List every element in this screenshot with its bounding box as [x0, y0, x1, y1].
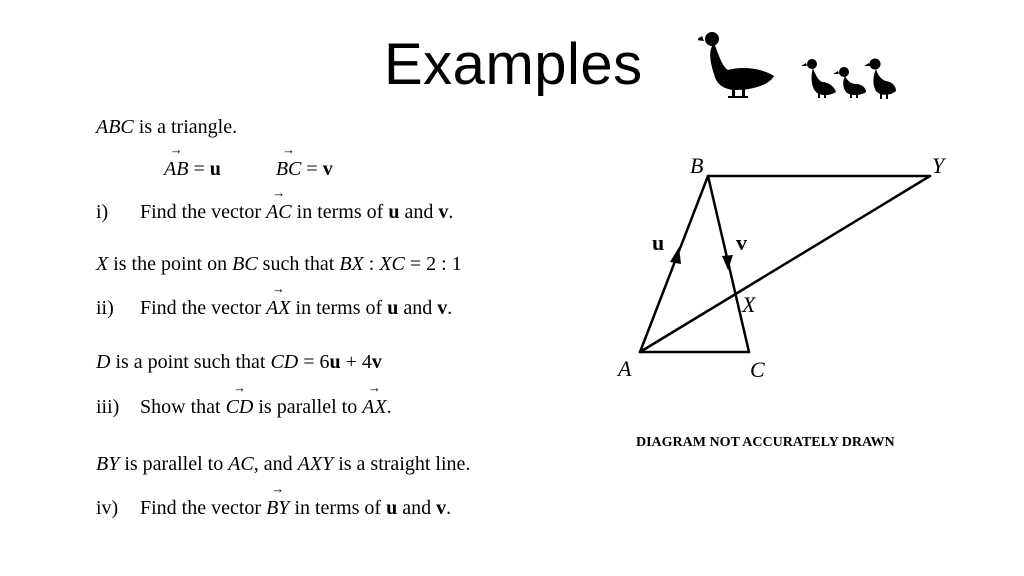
intro-text: is a triangle.: [133, 116, 238, 138]
given-ab: [164, 158, 221, 180]
question-text: in terms of: [289, 497, 387, 519]
duck-family-icon: [698, 28, 898, 100]
info-text: is a point such that: [110, 351, 271, 373]
segment-cd: CD: [270, 351, 299, 373]
question-3: [96, 395, 392, 419]
question-text: .: [447, 297, 453, 319]
vector-v-symbol: v: [437, 297, 448, 319]
info-point-x: [96, 252, 462, 276]
label-c: C: [750, 357, 765, 382]
segment-bc: BC: [232, 253, 258, 275]
question-text: and: [398, 297, 438, 319]
label-v: v: [736, 230, 747, 255]
question-text: Find the vector: [140, 201, 267, 223]
question-1: [96, 200, 453, 224]
mother-duck-icon: [698, 32, 774, 98]
info-text: is parallel to: [119, 453, 229, 475]
vector-ax: → AX: [266, 297, 290, 319]
segment-xc: XC: [379, 253, 405, 275]
question-text: and: [399, 201, 439, 223]
label-x: X: [742, 292, 756, 317]
given-vectors-line: [164, 157, 333, 181]
vector-u-symbol: u: [386, 497, 398, 519]
question-4: [96, 496, 451, 520]
info-point-d: [96, 350, 382, 374]
vector-bc: → BC: [276, 158, 302, 180]
info-text: , and: [253, 453, 298, 475]
question-number: i): [96, 201, 109, 223]
vector-ab: → AB: [164, 158, 188, 180]
vector-v-symbol: v: [371, 351, 382, 373]
vector-v-symbol: v: [436, 497, 447, 519]
question-text: in terms of: [291, 201, 389, 223]
vector-cd: → CD: [226, 396, 254, 418]
question-text: Show that: [140, 396, 226, 418]
line-ay: [640, 176, 930, 352]
question-2: [96, 296, 452, 320]
vector-u-symbol: u: [387, 297, 399, 319]
duckling-2-icon: [833, 67, 866, 98]
info-line-by: [96, 452, 470, 476]
point-d: D: [96, 351, 111, 373]
segment-by: BY: [96, 453, 120, 475]
question-text: in terms of: [290, 297, 388, 319]
info-text: = 6: [298, 351, 330, 373]
intro-line: [96, 115, 237, 139]
label-y: Y: [932, 153, 945, 178]
question-text: .: [446, 497, 452, 519]
question-number: ii): [96, 297, 114, 319]
segment-ac: AC: [228, 453, 254, 475]
vector-u-symbol: u: [329, 351, 341, 373]
side-ab: [640, 176, 708, 352]
slide-title: Examples: [384, 32, 643, 97]
question-number: iv): [96, 497, 119, 519]
question-text: Find the vector: [140, 497, 267, 519]
info-text: is a straight line.: [333, 453, 471, 475]
label-u: u: [652, 230, 665, 255]
question-text: .: [448, 201, 454, 223]
equals-sign: =: [301, 158, 323, 180]
info-text: :: [363, 253, 380, 275]
duckling-1-icon: [801, 59, 836, 98]
vector-ac: → AC: [266, 201, 292, 223]
triangle-name: ABC: [96, 116, 134, 138]
equals-sign: =: [188, 158, 210, 180]
vector-v-symbol: v: [438, 201, 449, 223]
given-bc: [276, 158, 333, 180]
info-text: + 4: [340, 351, 372, 373]
vector-by: → BY: [266, 497, 289, 519]
question-text: is parallel to: [253, 396, 363, 418]
question-text: and: [397, 497, 437, 519]
vector-u-symbol: u: [388, 201, 400, 223]
line-axy: AXY: [297, 453, 334, 475]
info-text: such that: [257, 253, 340, 275]
label-b: B: [690, 153, 704, 178]
arrow-down-icon: [722, 255, 733, 270]
duckling-3-icon: [864, 59, 896, 100]
vector-ax: → AX: [362, 396, 386, 418]
question-number: iii): [96, 396, 120, 418]
point-x: X: [96, 253, 109, 275]
question-text: .: [386, 396, 392, 418]
diagram-note: DIAGRAM NOT ACCURATELY DRAWN: [636, 435, 895, 450]
segment-bx: BX: [339, 253, 364, 275]
ratio-text: = 2 : 1: [404, 253, 462, 275]
triangle-diagram: [612, 145, 972, 385]
vector-v-symbol: v: [322, 158, 333, 180]
label-a: A: [618, 356, 632, 381]
vector-u-symbol: u: [209, 158, 221, 180]
info-text: is the point on: [108, 253, 233, 275]
question-text: Find the vector: [140, 297, 267, 319]
